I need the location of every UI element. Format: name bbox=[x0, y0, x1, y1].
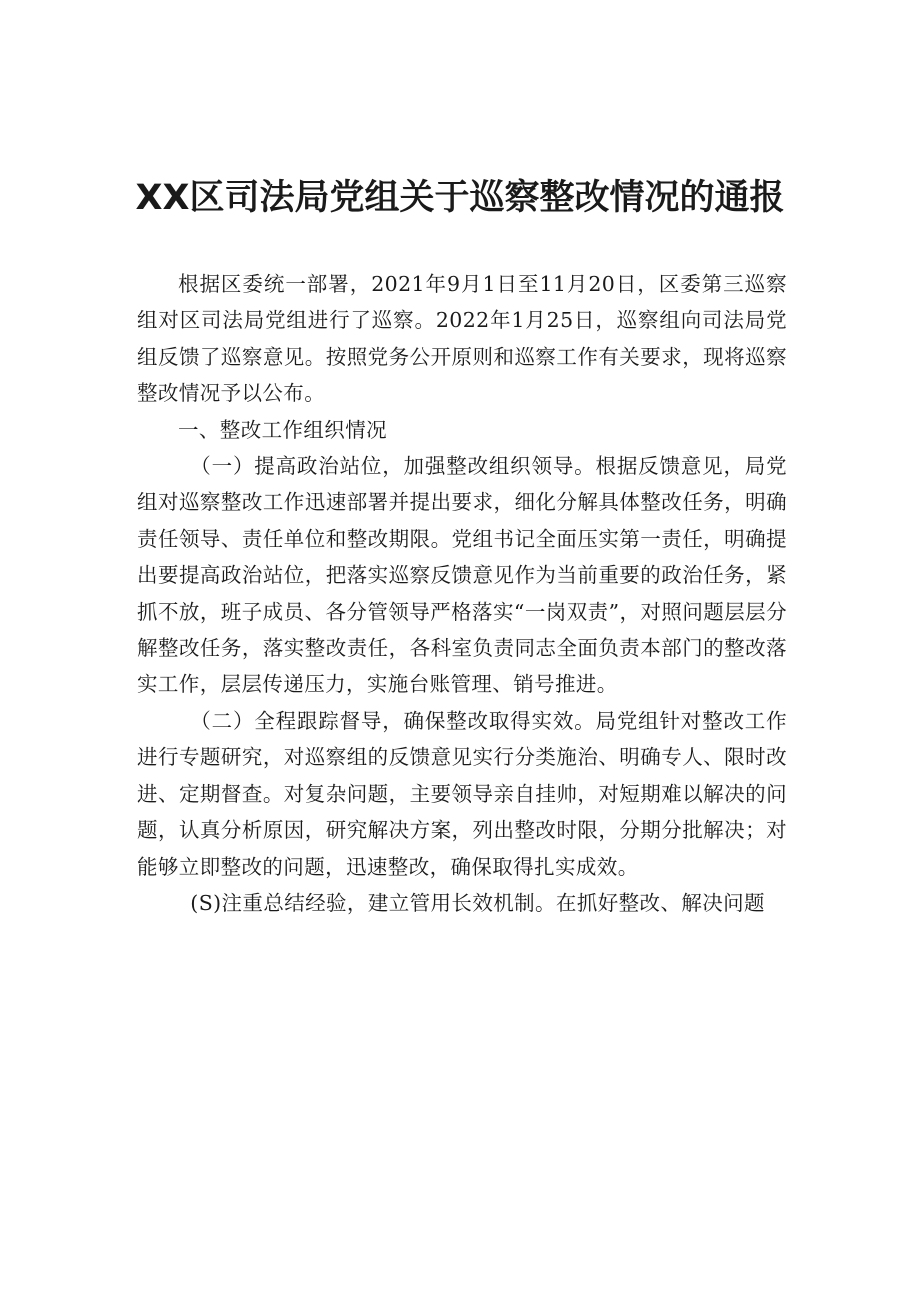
subsection-paragraph-3: (S)注重总结经验，建立管用长效机制。在抓好整改、解决问题 bbox=[190, 890, 765, 915]
subsection-paragraph-2: （二）全程跟踪督导，确保整改取得实效。局党组针对整改工作进行专题研究，对巡察组的反馈意见实行分类施治、明确专人、限时改进、定期督查。对复杂问题，主要领导亲自挂帅，对短期难以解决的问题，认真分析原因，研究解决方案，列出整改时限，分期分批解决；对能够立即整改的问题，迅速整改，确保取得扎实成效。 bbox=[137, 708, 787, 879]
intro-paragraph: 根据区委统一部署，2021年9月1日至11月20日，区委第三巡察组对区司法局党组进行了巡察。2022年1月25日，巡察组向司法局党组反馈了巡察意见。按照党务公开原则和巡察工作有关要求，现将巡察整改情况予以公布。 bbox=[137, 272, 787, 406]
document-body bbox=[137, 266, 787, 921]
subsection-paragraph-1: （一）提高政治站位，加强整改组织领导。根据反馈意见，局党组对巡察整改工作迅速部署并提出要求，细化分解具体整改任务，明确责任领导、责任单位和整改期限。党组书记全面压实第一责任，明确提出要提高政治站位，把落实巡察反馈意见作为当前重要的政治任务，紧抓不放，班子成员、各分管领导严格落实“一岗双责”，对照问题层层分解整改任务，落实整改责任，各科室负责同志全面负责本部门的整改落实工作，层层传递压力，实施台账管理、销号推进。 bbox=[137, 454, 787, 697]
document-title: XX区司法局党组关于巡察整改情况的通报 bbox=[135, 178, 785, 218]
section-heading-1: 一、整改工作组织情况 bbox=[178, 417, 387, 442]
